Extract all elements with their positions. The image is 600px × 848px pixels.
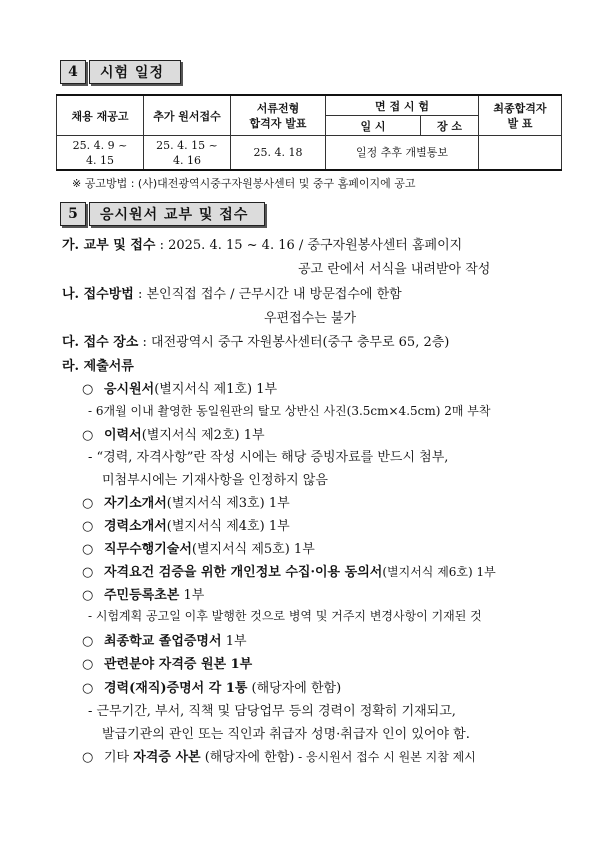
item-ra-label: 라. 제출서류: [62, 359, 134, 374]
doc-6-name: 자격요건 검증을 위한 개인정보 수집·이용 동의서: [104, 565, 383, 580]
bullet-circle: ○: [82, 750, 94, 765]
doc-5: [82, 538, 315, 557]
item-na-text: : 본인직접 접수 / 근무시간 내 방문접수에 한함: [133, 287, 402, 302]
doc-8: [82, 630, 247, 649]
section-4-number: 4: [60, 60, 86, 84]
header-place: 장 소: [421, 116, 479, 136]
value-recruit-a: 25. 4. 9 ~: [72, 138, 128, 152]
section-5-header: [60, 202, 265, 226]
bullet-circle: ○: [82, 382, 94, 397]
doc-5-rest: (별지서식 제5호) 1부: [191, 542, 315, 557]
doc-4-rest: (별지서식 제4호) 1부: [166, 519, 290, 534]
doc-10-name: 경력(재직)증명서 각 1통: [104, 681, 248, 696]
doc-4: [82, 515, 290, 534]
doc-2-name: 이력서: [104, 428, 142, 443]
section-4-title: 시험 일정: [89, 60, 181, 84]
bullet-circle: ○: [82, 657, 94, 672]
item-na-text-2: 우편접수는 불가: [264, 311, 357, 326]
doc-5-name: 직무수행기술서: [104, 542, 192, 557]
value-recruit: [57, 136, 144, 171]
bullet-circle: ○: [82, 542, 94, 557]
doc-2-rest: (별지서식 제2호) 1부: [141, 428, 265, 443]
value-interview: 일정 추후 개별통보: [326, 136, 479, 171]
doc-11: [82, 746, 476, 765]
item-da-label: 다. 접수 장소: [62, 335, 139, 350]
notice-method: ※ 공고방법 : (사)대전광역시중구자원봉사센터 및 중구 홈페이지에 공고: [72, 177, 416, 190]
bullet-circle: ○: [82, 496, 94, 511]
value-final: [479, 136, 562, 171]
header-final: [479, 95, 562, 136]
doc-1-rest: (별지서식 제1호) 1부: [154, 382, 278, 397]
doc-1: [82, 378, 277, 397]
doc-1-name: 응시원서: [104, 382, 155, 397]
doc-3-rest: (별지서식 제3호) 1부: [166, 496, 290, 511]
doc-7-name: 주민등록초본: [104, 588, 180, 603]
header-final-b: 발 표: [507, 116, 533, 130]
value-doc: 25. 4. 18: [231, 136, 326, 171]
header-doc-result: [231, 95, 326, 136]
item-da-text: : 대전광역시 중구 자원봉사센터(중구 충무로 65, 2층): [138, 335, 450, 350]
doc-7: [82, 584, 204, 603]
item-na-label: 나. 접수방법: [62, 287, 134, 302]
header-date: 일 시: [326, 116, 421, 136]
doc-7-rest: 1부: [179, 588, 205, 603]
item-na: [62, 283, 402, 302]
header-final-a: 최종합격자: [493, 101, 547, 115]
doc-8-name: 최종학교 졸업증명서: [104, 634, 222, 649]
bullet-circle: ○: [82, 428, 94, 443]
section-4-header: [60, 60, 181, 84]
doc-10-sub-1: - 근무기간, 부서, 직책 및 담당업무 등의 경력이 정확히 기재되고,: [88, 704, 456, 719]
doc-10: [82, 677, 341, 696]
doc-11-rest: (해당자에 한함): [200, 750, 295, 765]
doc-11-pre: 기타: [104, 750, 134, 765]
value-apply-b: 4. 16: [173, 153, 201, 167]
header-doc-b: 합격자 발표: [249, 116, 307, 130]
doc-10-rest: (해당자에 한함): [247, 681, 342, 696]
schedule-table: [56, 94, 562, 171]
section-5-title: 응시원서 교부 및 접수: [89, 202, 265, 226]
doc-8-rest: 1부: [221, 634, 247, 649]
doc-11-name: 자격증 사본: [133, 750, 201, 765]
doc-7-sub: - 시험계획 공고일 이후 발행한 것으로 병역 및 거주지 변경사항이 기재된 것: [88, 609, 482, 623]
header-apply: 추가 원서접수: [144, 95, 231, 136]
doc-2: [82, 424, 265, 443]
bullet-circle: ○: [82, 634, 94, 649]
value-apply-a: 25. 4. 15 ~: [156, 138, 218, 152]
value-recruit-b: 4. 15: [86, 153, 114, 167]
doc-4-name: 경력소개서: [104, 519, 167, 534]
item-ga: [62, 234, 462, 253]
header-recruit: 채용 재공고: [57, 95, 144, 136]
doc-9-name: 관련분야 자격증 원본 1부: [104, 657, 253, 672]
bullet-circle: ○: [82, 565, 94, 580]
item-ga-text: : 2025. 4. 15 ~ 4. 16 / 중구자원봉사센터 홈페이지: [155, 238, 463, 253]
header-doc-a: 서류전형: [256, 101, 300, 115]
item-ga-label: 가. 교부 및 접수: [62, 238, 156, 253]
item-da: [62, 331, 449, 350]
doc-3: [82, 492, 290, 511]
item-ga-text-2: 공고 란에서 서식을 내려받아 작성: [298, 262, 491, 277]
doc-10-sub-2: 발급기관의 관인 또는 직인과 취급자 성명·취급자 인이 있어야 함.: [102, 727, 470, 742]
bullet-circle: ○: [82, 681, 94, 696]
header-interview: 면 접 시 험: [326, 95, 479, 116]
section-5-number: 5: [60, 202, 86, 226]
doc-1-sub: - 6개월 이내 촬영한 동일원판의 탈모 상반신 사진(3.5cm×4.5cm) 2매 부착: [88, 404, 491, 418]
bullet-circle: ○: [82, 519, 94, 534]
doc-6-rest: (별지서식 제6호) 1부: [382, 565, 496, 579]
doc-3-name: 자기소개서: [104, 496, 167, 511]
doc-2-sub-1: - “경력, 자격사항”란 작성 시에는 해당 증빙자료를 반드시 첨부,: [88, 450, 449, 465]
bullet-circle: ○: [82, 588, 94, 603]
doc-2-sub-2: 미첨부시에는 기재사항을 인정하지 않음: [102, 473, 328, 488]
doc-11-tail: - 응시원서 접수 시 원본 지참 제시: [294, 750, 476, 764]
doc-6: [82, 561, 496, 580]
doc-9: [82, 653, 252, 672]
value-apply: [144, 136, 231, 171]
